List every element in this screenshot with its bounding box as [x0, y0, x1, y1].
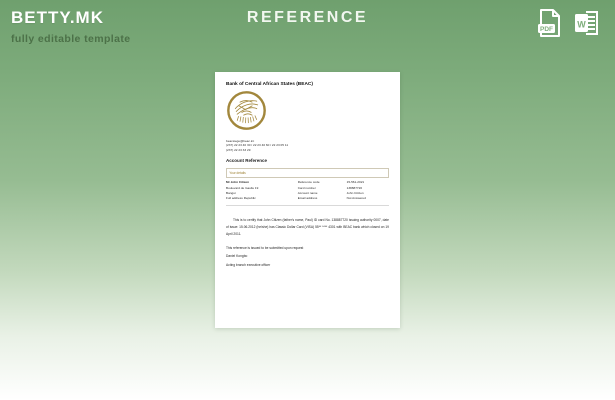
certification-paragraph: This is to certify that John Citizen (father's name, Paul) ID card No. 138887720 issuing authority 0007, date of issue: 15.06.2012 (he/she) has Classic Dollar Card (VISA) 55** **** 4301 with BEAC bank which closed on 19 April 2011. — [226, 217, 389, 236]
detail-label-card-number: Card number — [297, 185, 316, 190]
document-bank-name: Bank of Central African States (BEAC) — [226, 82, 313, 87]
signature-title: Acting branch executive officer — [226, 262, 271, 267]
detail-label-reference: Reference code — [297, 180, 320, 185]
document-contact-block — [226, 139, 389, 152]
details-address-column — [226, 180, 298, 202]
details-label-column — [298, 180, 347, 202]
download-format-icons — [536, 8, 601, 38]
beac-emblem-icon — [226, 90, 267, 131]
detail-city: Bangui — [226, 190, 236, 195]
signature-name: Daniel Kongbo — [226, 254, 248, 259]
detail-value-email: Not Answered — [346, 196, 366, 201]
closing-line: This reference is issued to be submitted upon request — [226, 245, 304, 250]
detail-value-card-number: 138887720 — [346, 185, 363, 190]
contact-email: beacsiege@beac.int — [226, 139, 255, 143]
svg-text:W: W — [577, 19, 586, 30]
brand-logo[interactable]: BETTY.MK — [11, 8, 104, 27]
detail-country: Full address Republic — [226, 196, 256, 201]
detail-street: Boulevard de Gaulle 19 — [226, 185, 259, 190]
detail-value-reference: 15-561-2021 — [346, 180, 365, 185]
page-header — [0, 0, 615, 52]
contact-fax: (237) 22 23 33 29 — [226, 147, 251, 152]
contact-phone: (237) 22 23 40 30 / 22 23 40 60 / 22 23 05 11 — [226, 143, 289, 148]
your-details-box — [226, 168, 389, 177]
your-details-label: Your details — [229, 171, 246, 176]
document-preview-page — [215, 72, 400, 328]
detail-value-account-name: John Citizen — [346, 190, 364, 195]
pdf-file-icon[interactable] — [536, 8, 564, 38]
document-section-title: Account Reference — [226, 158, 268, 164]
page-title: REFERENCE — [246, 9, 369, 26]
detail-label-account-name: Account name — [297, 190, 318, 195]
details-divider — [226, 205, 389, 206]
details-value-column — [347, 180, 389, 202]
svg-text:PDF: PDF — [540, 26, 553, 33]
detail-holder-name: Mr John Citizen — [226, 180, 250, 185]
word-file-icon[interactable] — [573, 8, 601, 38]
details-table — [226, 180, 389, 202]
detail-label-email: Email address — [297, 196, 318, 201]
brand-tagline: fully editable template — [11, 33, 131, 45]
